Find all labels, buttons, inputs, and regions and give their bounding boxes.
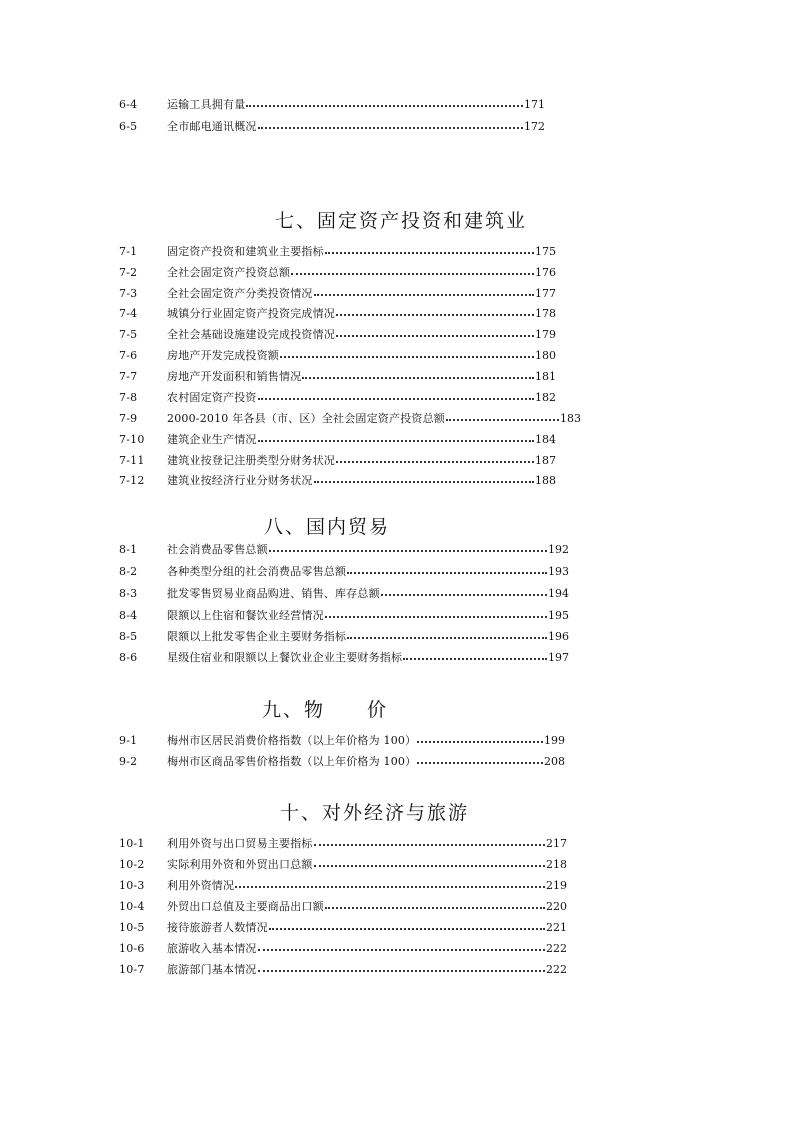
toc-entry-number: 9-1 (119, 734, 138, 747)
toc-entry-title: 房地产开发面积和销售情况 (167, 370, 302, 383)
toc-entry-page: 192 (548, 543, 569, 556)
toc-entry-8-5[interactable] (119, 628, 569, 646)
toc-entry-7-9[interactable] (119, 410, 581, 428)
toc-entry-page: 179 (535, 328, 556, 341)
toc-entry-number: 10-6 (119, 942, 145, 955)
toc-entry-page: 195 (548, 609, 569, 622)
toc-entry-7-4[interactable] (119, 305, 556, 323)
toc-entry-10-1[interactable] (119, 835, 567, 853)
toc-entry-number: 7-3 (119, 287, 138, 300)
toc-dot-leader (258, 398, 534, 400)
toc-entry-number: 10-2 (119, 858, 145, 871)
toc-entry-number: 8-5 (119, 630, 138, 643)
toc-entry-number: 8-6 (119, 651, 138, 664)
toc-entry-number: 7-7 (119, 370, 138, 383)
toc-dot-leader (417, 741, 543, 743)
toc-dot-leader (347, 637, 547, 639)
toc-entry-title: 2000-2010 年各县（市、区）全社会固定资产投资总额 (167, 412, 446, 425)
toc-dot-leader (269, 928, 545, 930)
toc-entry-number: 8-4 (119, 609, 138, 622)
toc-entry-7-5[interactable] (119, 326, 556, 344)
toc-entry-title: 梅州市区居民消费价格指数（以上年价格为 100） (167, 734, 417, 747)
toc-entry-number: 10-3 (119, 879, 145, 892)
toc-entry-number: 7-6 (119, 349, 138, 362)
toc-entry-10-4[interactable] (119, 898, 567, 916)
toc-entry-10-6[interactable] (119, 940, 567, 958)
toc-entry-number: 7-4 (119, 307, 138, 320)
section-heading-8: 八、国内贸易 (264, 516, 391, 538)
toc-entry-page: 217 (546, 837, 567, 850)
toc-entry-page: 177 (535, 287, 556, 300)
toc-entry-title: 农村固定资产投资 (167, 391, 257, 404)
toc-entry-title: 房地产开发完成投资额 (167, 349, 279, 362)
toc-entry-title: 建筑业按经济行业分财务状况 (167, 474, 313, 487)
toc-dot-leader (314, 481, 534, 483)
toc-entry-number: 7-5 (119, 328, 138, 341)
toc-dot-leader (325, 616, 547, 618)
toc-dot-leader (291, 273, 534, 275)
toc-entry-6-4[interactable] (119, 96, 545, 114)
toc-entry-title: 建筑企业生产情况 (167, 433, 257, 446)
toc-dot-leader (403, 658, 547, 660)
toc-dot-leader (258, 127, 523, 129)
toc-entry-title: 各种类型分组的社会消费品零售总额 (167, 565, 347, 578)
toc-entry-title: 外贸出口总值及主要商品出口额 (167, 900, 324, 913)
toc-entry-7-8[interactable] (119, 389, 556, 407)
toc-dot-leader (258, 970, 545, 972)
toc-entry-title: 旅游部门基本情况 (167, 963, 257, 976)
toc-entry-page: 172 (524, 120, 545, 133)
toc-dot-leader (325, 252, 534, 254)
toc-entry-page: 194 (548, 587, 569, 600)
toc-entry-title: 利用外资情况 (167, 879, 235, 892)
toc-dot-leader (258, 440, 534, 442)
toc-entry-title: 星级住宿业和限额以上餐饮业企业主要财务指标 (167, 651, 403, 664)
toc-entry-page: 196 (548, 630, 569, 643)
toc-dot-leader (446, 419, 559, 421)
toc-entry-8-3[interactable] (119, 585, 569, 603)
toc-entry-page: 184 (535, 433, 556, 446)
toc-entry-8-1[interactable] (119, 541, 569, 559)
toc-entry-title: 限额以上批发零售企业主要财务指标 (167, 630, 347, 643)
toc-entry-9-1[interactable] (119, 732, 565, 750)
toc-entry-page: 175 (535, 245, 556, 258)
toc-entry-number: 7-9 (119, 412, 138, 425)
toc-entry-page: 187 (535, 454, 556, 467)
toc-entry-7-2[interactable] (119, 264, 556, 282)
toc-entry-number: 6-4 (119, 98, 138, 111)
toc-entry-number: 8-1 (119, 543, 138, 556)
toc-entry-10-5[interactable] (119, 919, 567, 937)
toc-entry-page: 180 (535, 349, 556, 362)
toc-entry-number: 7-12 (119, 474, 145, 487)
toc-dot-leader (314, 294, 534, 296)
toc-dot-leader (302, 377, 534, 379)
toc-entry-9-2[interactable] (119, 753, 565, 771)
toc-dot-leader (347, 572, 547, 574)
toc-entry-title: 利用外资与出口贸易主要指标 (167, 837, 313, 850)
toc-entry-title: 运输工具拥有量 (167, 98, 246, 111)
toc-entry-number: 10-1 (119, 837, 145, 850)
toc-entry-page: 221 (546, 921, 567, 934)
toc-entry-title: 梅州市区商品零售价格指数（以上年价格为 100） (167, 755, 417, 768)
toc-entry-title: 全市邮电通讯概况 (167, 120, 257, 133)
toc-dot-leader (325, 907, 545, 909)
toc-entry-8-2[interactable] (119, 563, 569, 581)
toc-entry-title: 批发零售贸易业商品购进、销售、库存总额 (167, 587, 380, 600)
toc-dot-leader (336, 314, 534, 316)
toc-entry-page: 222 (546, 963, 567, 976)
toc-entry-title: 全社会基础设施建设完成投资情况 (167, 328, 335, 341)
toc-entry-page: 222 (546, 942, 567, 955)
toc-entry-8-6[interactable] (119, 649, 569, 667)
toc-entry-7-11[interactable] (119, 452, 556, 470)
toc-dot-leader (235, 886, 545, 888)
toc-entry-page: 219 (546, 879, 567, 892)
toc-dot-leader (258, 949, 545, 951)
toc-dot-leader (314, 865, 545, 867)
toc-entry-title: 全社会固定资产分类投资情况 (167, 287, 313, 300)
toc-entry-page: 197 (548, 651, 569, 664)
toc-entry-page: 208 (544, 755, 565, 768)
toc-dot-leader (336, 461, 534, 463)
section-heading-7: 七、固定资产投资和建筑业 (275, 210, 528, 232)
toc-entry-10-7[interactable] (119, 961, 567, 979)
toc-entry-page: 171 (524, 98, 545, 111)
toc-entry-page: 178 (535, 307, 556, 320)
toc-entry-number: 8-3 (119, 587, 138, 600)
toc-entry-7-6[interactable] (119, 347, 556, 365)
toc-entry-number: 10-5 (119, 921, 145, 934)
toc-entry-page: 218 (546, 858, 567, 871)
toc-dot-leader (336, 335, 534, 337)
toc-dot-leader (381, 594, 547, 596)
toc-entry-10-3[interactable] (119, 877, 567, 895)
toc-entry-number: 7-10 (119, 433, 145, 446)
toc-dot-leader (417, 762, 543, 764)
toc-entry-number: 10-4 (119, 900, 145, 913)
toc-entry-page: 199 (544, 734, 565, 747)
toc-entry-page: 181 (535, 370, 556, 383)
toc-entry-number: 9-2 (119, 755, 138, 768)
toc-entry-7-12[interactable] (119, 472, 556, 490)
toc-entry-number: 8-2 (119, 565, 138, 578)
toc-entry-title: 社会消费品零售总额 (167, 543, 268, 556)
toc-entry-number: 7-2 (119, 266, 138, 279)
toc-entry-number: 7-8 (119, 391, 138, 404)
toc-entry-page: 220 (546, 900, 567, 913)
toc-entry-page: 188 (535, 474, 556, 487)
toc-entry-title: 固定资产投资和建筑业主要指标 (167, 245, 324, 258)
toc-entry-page: 176 (535, 266, 556, 279)
toc-entry-title: 旅游收入基本情况 (167, 942, 257, 955)
toc-entry-title: 实际利用外资和外贸出口总额 (167, 858, 313, 871)
toc-dot-leader (269, 550, 547, 552)
toc-dot-leader (280, 356, 534, 358)
toc-dot-leader (246, 105, 523, 107)
toc-entry-page: 182 (535, 391, 556, 404)
toc-entry-title: 建筑业按登记注册类型分财务状况 (167, 454, 335, 467)
toc-entry-number: 7-1 (119, 245, 138, 258)
toc-entry-8-4[interactable] (119, 607, 569, 625)
toc-entry-page: 193 (548, 565, 569, 578)
toc-entry-number: 10-7 (119, 963, 145, 976)
toc-dot-leader (314, 844, 545, 846)
toc-entry-10-2[interactable] (119, 856, 567, 874)
section-heading-9: 九、物 价 (262, 699, 389, 721)
toc-entry-title: 全社会固定资产投资总额 (167, 266, 291, 279)
toc-entry-number: 6-5 (119, 120, 138, 133)
toc-entry-number: 7-11 (119, 454, 145, 467)
section-heading-10: 十、对外经济与旅游 (280, 802, 470, 824)
toc-entry-6-5[interactable] (119, 118, 545, 136)
toc-entry-page: 183 (560, 412, 581, 425)
toc-entry-title: 城镇分行业固定资产投资完成情况 (167, 307, 335, 320)
toc-entry-7-7[interactable] (119, 368, 556, 386)
toc-entry-title: 接待旅游者人数情况 (167, 921, 268, 934)
toc-entry-7-1[interactable] (119, 243, 556, 261)
toc-entry-7-3[interactable] (119, 285, 556, 303)
toc-entry-7-10[interactable] (119, 431, 556, 449)
toc-entry-title: 限额以上住宿和餐饮业经营情况 (167, 609, 324, 622)
